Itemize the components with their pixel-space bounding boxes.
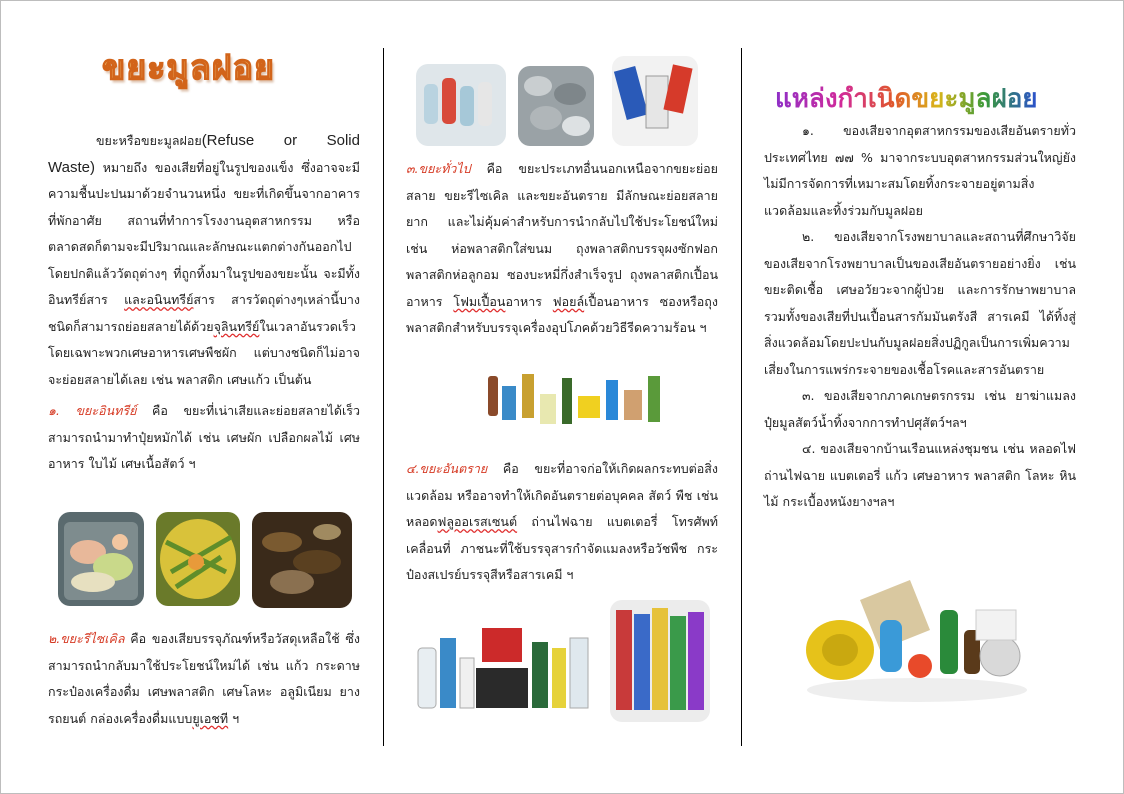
intro-paragraph: [48, 128, 360, 393]
hazardous-waste-text-1: คือ ขยะที่อาจก่อให้เกิดผลกระทบต่อสิ่งแวดล้อม หรืออาจทำให้เกิดอันตรายต่อบุคคล สัตว์ พืช เช่น หลอด: [406, 461, 718, 529]
plastic-bottles-photo: [416, 64, 506, 146]
hazardous-waste-label: ๔.ขยะอันตราย: [406, 461, 488, 476]
general-waste-items-photo: [482, 366, 676, 446]
hazardous-underlined: ฟลูออเรสเซนต์: [437, 514, 518, 529]
chemical-containers-photo: [412, 608, 600, 724]
recycle-waste-text: คือ ของเสียบรรจุภัณฑ์หรือวัสดุเหลือใช้ ซึ่งสามารถนำกลับมาใช้ประโยชน์ใหม่ได้ เช่น แก้ว กระดาษ กระป๋องเครื่องดื่ม เศษพลาสติก เศษโลหะ อลูมิเนียม ยางรถยนต์ กล่องเครื่องดื่มแบบ: [48, 631, 360, 726]
column-divider-1: [383, 48, 384, 746]
intro-text-2: สาร สารวัตถุต่างๆเหล่านี้บางชนิดก็สามารถย่อยสลายได้ด้วย: [48, 292, 361, 334]
hazardous-waste-paragraph: [406, 456, 718, 589]
general-underlined-1: โฟมเปื้อน: [453, 293, 506, 309]
vegetable-scraps-photo: [156, 512, 240, 606]
cartons-photo: [612, 56, 698, 146]
recycle-waste-paragraph: [48, 626, 360, 732]
organic-waste-paragraph: [48, 398, 360, 478]
recycle-waste-label: ๒.ขยะรีไซเคิล: [48, 631, 125, 646]
recyclables-pile-photo: [800, 570, 1034, 704]
general-waste-text-1: คือ ขยะประเภทอื่นนอกเหนือจากขยะย่อยสลาย ขยะรีไซเคิล และขยะอันตราย มีลักษณะย่อยสลายยาก และไม่คุ้มค่าสำหรับการนำกลับไปใช้ประโยชน์ใหม่ เช่น ห่อพลาสติกใส่ขนม ถุงพลาสติกบรรจุผงซักฟอก พลาสติกห่อลูกอม ซองบะหมี่กึ่งสำเร็จรูป ถุงพลาสติกเปื้อนอาหาร: [406, 161, 718, 309]
spray-cans-photo: [610, 600, 710, 722]
intro-text-1: หมายถึง ของเสียที่อยู่ในรูปของแข็ง ซึ่งอาจจะมีความชื้นปะปนมาด้วยจำนวนหนึ่ง ขยะที่เกิดขึ้นจากอาคารที่พักอาศัย สถานที่ทำการโรงงานอุตสาหกรรม หรือตลาดสดก็ตามจะมีปริมาณและลักษณะแตกต่างกันออกไป โดยปกติแล้ววัตถุต่างๆ ที่ถูกทิ้งมาในรูปของขยะนั้น จะมีทั้งอินทรีย์สาร: [48, 159, 360, 307]
source-item-2: ๒. ของเสียจากโรงพยาบาลและสถานที่ศึกษาวิจัย ของเสียจากโรงพยาบาลเป็นของเสียอันตรายอย่างยิ่ง เช่น ขยะติดเชื้อ เศษอวัยวะจากผู้ป่วย และการรักษาพยาบาล รวมทั้งของเสียที่ปนเปื้อนสารกัมมันตรังสี สารเคมี ได้ทิ้งสู่สิ่งแวดล้อมโดยปะปนกับมูลฝอยสิ่งปฏิกูลเป็นการเพิ่มความเสี่ยงในการแพร่กระจายของเชื้อโรคและสารอันตราย: [764, 229, 1076, 377]
intro-english-term: (Refuse or Solid Waste): [48, 132, 360, 176]
general-waste-label: ๓.ขยะทั่วไป: [406, 161, 471, 176]
recycle-end: ฯ: [228, 710, 240, 726]
recycle-underlined: ยูเอชที: [192, 710, 229, 726]
general-waste-paragraph: [406, 156, 718, 342]
source-item-1: ๑. ของเสียจากอุตสาหกรรมของเสียอันตรายทั่วประเทศไทย ๗๗ % มาจากระบบอุตสาหกรรมส่วนใหญ่ยังไม่มีการจัดการที่เหมาะสมโดยทิ้งกระจายอยู่ตามสิ่งแวดล้อมและทิ้งร่วมกับมูลฝอย: [764, 123, 1076, 218]
intro-lead: ขยะหรือขยะมูลฝอย: [96, 133, 202, 148]
general-underlined-2: ฟอยล์: [552, 293, 585, 309]
general-waste-text-2: อาหาร: [505, 293, 553, 309]
hazardous-waste-text-2: ถ่านไฟฉาย แบตเตอรี่ โทรศัพท์เคลื่อนที่ ภาชนะที่ใช้บรรจุสารกำจัดแมลงหรือวัชพืช กระป๋องสเปรย์บรรจุสีหรือสารเคมี ฯ: [406, 514, 718, 582]
organic-waste-bin-photo: [58, 512, 144, 606]
source-item-4: ๔. ของเสียจากบ้านเรือนแหล่งชุมชน เช่น หลอดไฟ ถ่านไฟฉาย แบตเตอรี่ แก้ว เศษอาหาร พลาสติก โลหะ หินไม้ กระเบื้องหนังยางฯลฯ: [764, 441, 1076, 509]
intro-underlined-1: และอนินทรีย์: [124, 292, 194, 307]
source-item-3: ๓. ของเสียจากภาคเกษตรกรรม เช่น ยาฆ่าแมลง ปุ๋ยมูลสัตว์น้ำทิ้งจากการทำปศุสัตว์ฯลฯ: [764, 388, 1076, 430]
intro-text-3: ในเวลาอันรวดเร็ว โดยเฉพาะพวกเศษอาหารเศษพืชผัก แต่บางชนิดก็ไม่อาจจะย่อยสลายได้เลย เช่น พลาสติก เศษแก้ว เป็นต้น: [48, 318, 360, 387]
organic-waste-text: คือ ขยะที่เน่าเสียและย่อยสลายได้เร็ว สามารถนำมาทำปุ๋ยหมักได้ เช่น เศษผัก เปลือกผลไม้ เศษอาหาร ใบไม้ เศษเนื้อสัตว์ ฯ: [48, 403, 360, 471]
general-waste-text-3: เปื้อนอาหาร ซองหรือถุงพลาสติกสำหรับบรรจุเครื่องอุปโภคด้วยวิธีรีดความร้อน ฯ: [406, 293, 718, 335]
page-title-waste: ขยะมูลฝอย: [102, 48, 275, 88]
intro-underlined-2: จุลินทรีย์: [213, 318, 260, 334]
organic-waste-label: ๑. ขยะอินทรีย์: [48, 403, 137, 418]
waste-sources-title: แหล่งกำเนิดขยะมูลฝอย: [775, 78, 1038, 119]
crushed-cans-photo: [518, 66, 594, 146]
compost-leaves-photo: [252, 512, 352, 608]
waste-sources-list: [764, 118, 1076, 516]
column-divider-2: [741, 48, 742, 746]
